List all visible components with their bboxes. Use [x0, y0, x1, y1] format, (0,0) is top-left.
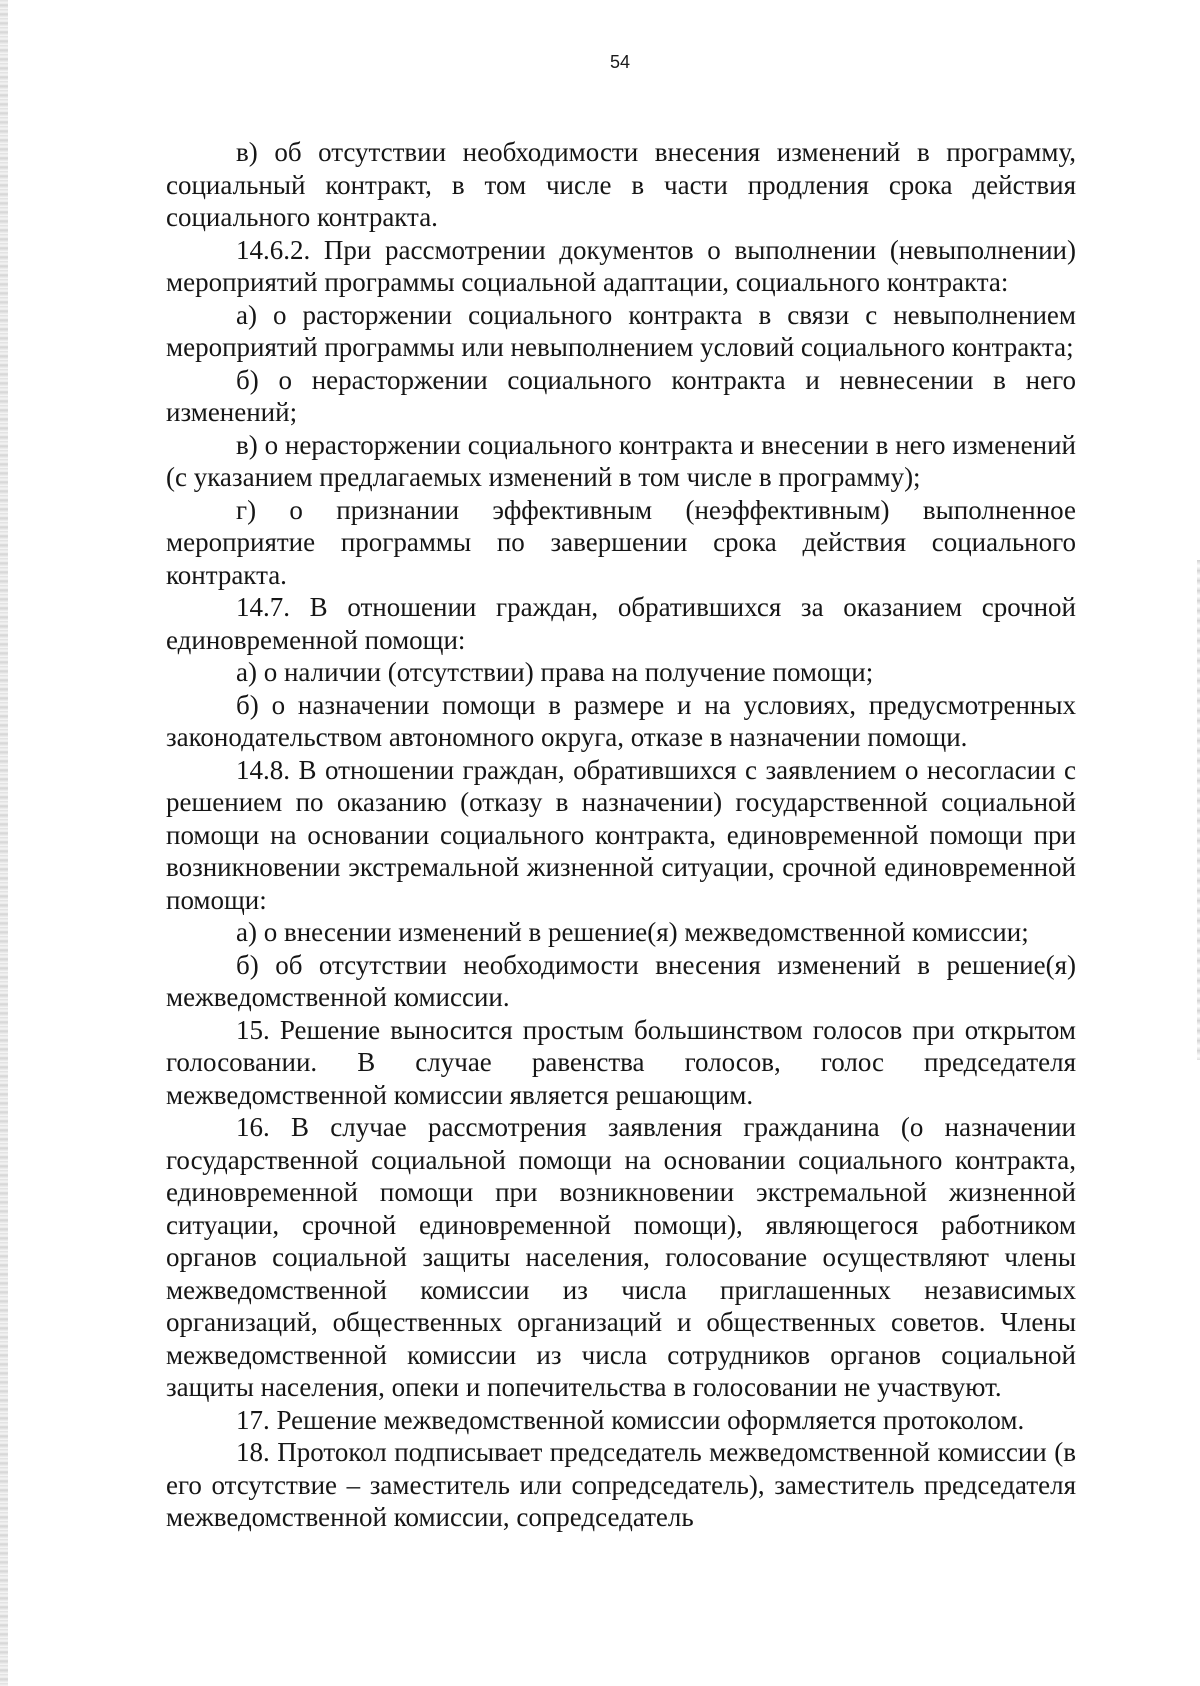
paragraph-a-termination: а) о расторжении социального контракта в связи с невыполнением мероприятий программы или невыполнением условий социального контракта;	[166, 299, 1076, 362]
paragraph-v-no-termination-changes: в) о нерасторжении социального контракта и внесении в него изменений (с указанием предлагаемых изменений в том числе в программу);	[166, 429, 1076, 492]
paragraph-14-6-2: 14.6.2. При рассмотрении документов о выполнении (невыполнении) мероприятий программы социальной адаптации, социального контракта:	[166, 234, 1076, 297]
paragraph-15: 15. Решение выносится простым большинством голосов при открытом голосовании. В случае равенства голосов, голос председателя межведомственной комиссии является решающим.	[166, 1014, 1076, 1110]
paragraph-a-decision-changes: а) о внесении изменений в решение(я) межведомственной комиссии;	[236, 917, 1029, 947]
paragraph-14-8: 14.8. В отношении граждан, обратившихся с заявлением о несогласии с решением по оказанию (отказу в назначении) государственной социальной помощи на основании социального контракта, единовременной помощи при возникновении экстремальной жизненной ситуации, срочной единовременной помощи:	[166, 754, 1076, 915]
paragraph-17: 17. Решение межведомственной комиссии оформляется протоколом.	[236, 1404, 1025, 1435]
paragraph-b-no-termination: б) о нерасторжении социального контракта и невнесении в него изменений;	[166, 364, 1076, 427]
paragraph-16: 16. В случае рассмотрения заявления гражданина (о назначении государственной социальной помощи на основании социального контракта, единовременной помощи при возникновении экстремальной жизненной ситуации, срочной единовременной помощи), являющегося работником органов социальной защиты населения, голосование осуществляют члены межведомственной комиссии из числа приглашенных независимых организаций, общественных организаций и общественных советов. Члены межведомственной комиссии из числа сотрудников органов социальной защиты населения, опеки и попечительства в голосовании не участвуют.	[166, 1112, 1076, 1402]
paragraph-14-7: 14.7. В отношении граждан, обратившихся за оказанием срочной единовременной помощи:	[166, 592, 1076, 655]
paragraph-v-no-changes: в) об отсутствии необходимости внесения изменений в программу, социальный контракт, в том числе в части продления срока действия социального контракта.	[166, 137, 1076, 232]
paragraph-a-eligibility: а) о наличии (отсутствии) права на получение помощи;	[236, 657, 874, 687]
paragraph-g-effectiveness: г) о признании эффективным (неэффективным) выполненное мероприятие программы по завершении срока действия социального контракта.	[166, 494, 1076, 590]
paragraph-b-no-decision-changes: б) об отсутствии необходимости внесения изменений в решение(я) межведомственной комиссии.	[166, 949, 1076, 1012]
document-body	[166, 136, 1076, 1534]
paragraph-18: 18. Протокол подписывает председатель межведомственной комиссии (в его отсутствие – заместитель или сопредседатель), заместитель председателя межведомственной комиссии, сопредседатель	[166, 1437, 1076, 1532]
scan-edge-left	[0, 0, 8, 1686]
paragraph-b-assignment: б) о назначении помощи в размере и на условиях, предусмотренных законодательством автономного округа, отказе в назначении помощи.	[166, 689, 1076, 752]
page-number: 54	[609, 52, 631, 72]
